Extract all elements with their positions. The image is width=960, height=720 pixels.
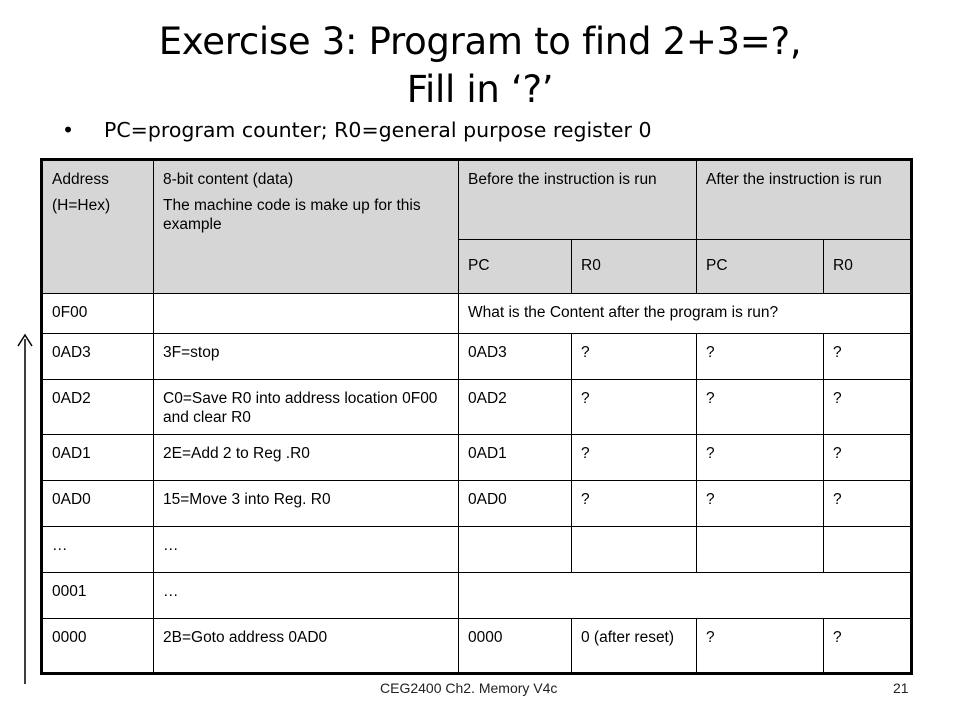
- cell-address: 0AD2: [42, 380, 154, 435]
- header-address-label: Address: [52, 171, 109, 188]
- cell-address: …: [42, 527, 154, 573]
- cell-r0-before: ?: [572, 481, 697, 527]
- table-row: [42, 481, 912, 527]
- header-before: Before the instruction is run: [459, 160, 697, 240]
- bullet-text: PC=program counter; R0=general purpose register 0: [104, 118, 652, 142]
- header-content-note: The machine code is make up for this example: [163, 197, 421, 233]
- header-content: [154, 160, 459, 294]
- cell-pc-after: ?: [697, 435, 824, 481]
- cell-pc-before: 0000: [459, 619, 572, 674]
- cell-pc-after: ?: [697, 380, 824, 435]
- header-r0-before: R0: [572, 240, 697, 294]
- cell-r0-after: ?: [824, 619, 912, 674]
- cell-r0-before: ?: [572, 380, 697, 435]
- cell-r0-after: ?: [824, 435, 912, 481]
- header-address-note: (H=Hex): [52, 197, 111, 214]
- table-row: [42, 527, 912, 573]
- cell-r0-before: 0 (after reset): [572, 619, 697, 674]
- cell-result-question: What is the Content after the program is run?: [459, 294, 912, 334]
- cell-content: 2E=Add 2 to Reg .R0: [154, 435, 459, 481]
- cell-pc-before: [459, 527, 572, 573]
- bullet-point: [62, 117, 651, 143]
- cell-r0-after: ?: [824, 481, 912, 527]
- header-content-label: 8-bit content (data): [163, 171, 294, 188]
- cell-r0-after: ?: [824, 380, 912, 435]
- cell-content: 3F=stop: [154, 334, 459, 380]
- cell-r0-after: ?: [824, 334, 912, 380]
- header-r0-after: R0: [824, 240, 912, 294]
- cell-address: 0AD1: [42, 435, 154, 481]
- cell-r0-after: [824, 527, 912, 573]
- header-address: [42, 160, 154, 294]
- bullet-icon: •: [62, 118, 75, 142]
- cell-content: C0=Save R0 into address location 0F00 and clear R0: [154, 380, 459, 435]
- table-row: [42, 619, 912, 674]
- cell-content: …: [154, 527, 459, 573]
- cell-pc-before: 0AD1: [459, 435, 572, 481]
- header-pc-before: PC: [459, 240, 572, 294]
- header-after: After the instruction is run: [697, 160, 912, 240]
- table-row: [42, 294, 912, 334]
- upward-arrow-icon: [17, 333, 33, 685]
- header-pc-after: PC: [697, 240, 824, 294]
- footer-text: CEG2400 Ch2. Memory V4c: [380, 680, 558, 696]
- page-number: 21: [893, 680, 909, 696]
- cell-r0-before: [572, 527, 697, 573]
- cell-r0-before: ?: [572, 435, 697, 481]
- cell-address: 0000: [42, 619, 154, 674]
- cell-address: 0001: [42, 573, 154, 619]
- cell-pc-after: ?: [697, 619, 824, 674]
- table-row: [42, 573, 912, 619]
- cell-empty-span: [459, 573, 912, 619]
- slide-title-line-2: Fill in ‘?’: [406, 68, 554, 111]
- cell-pc-before: 0AD0: [459, 481, 572, 527]
- table-row: [42, 380, 912, 435]
- cell-address: 0AD3: [42, 334, 154, 380]
- cell-pc-before: 0AD2: [459, 380, 572, 435]
- cell-pc-before: 0AD3: [459, 334, 572, 380]
- table-header-row: [42, 160, 912, 240]
- cell-r0-before: ?: [572, 334, 697, 380]
- table-row: [42, 334, 912, 380]
- cell-address: 0AD0: [42, 481, 154, 527]
- cell-content: [154, 294, 459, 334]
- cell-address: 0F00: [42, 294, 154, 334]
- table-row: [42, 435, 912, 481]
- cell-content: …: [154, 573, 459, 619]
- cell-content: 2B=Goto address 0AD0: [154, 619, 459, 674]
- cell-pc-after: [697, 527, 824, 573]
- cell-content: 15=Move 3 into Reg. R0: [154, 481, 459, 527]
- memory-table: [40, 158, 913, 675]
- cell-pc-after: ?: [697, 481, 824, 527]
- cell-pc-after: ?: [697, 334, 824, 380]
- slide-title: [120, 18, 840, 114]
- slide-title-line-1: Exercise 3: Program to find 2+3=?,: [158, 20, 802, 63]
